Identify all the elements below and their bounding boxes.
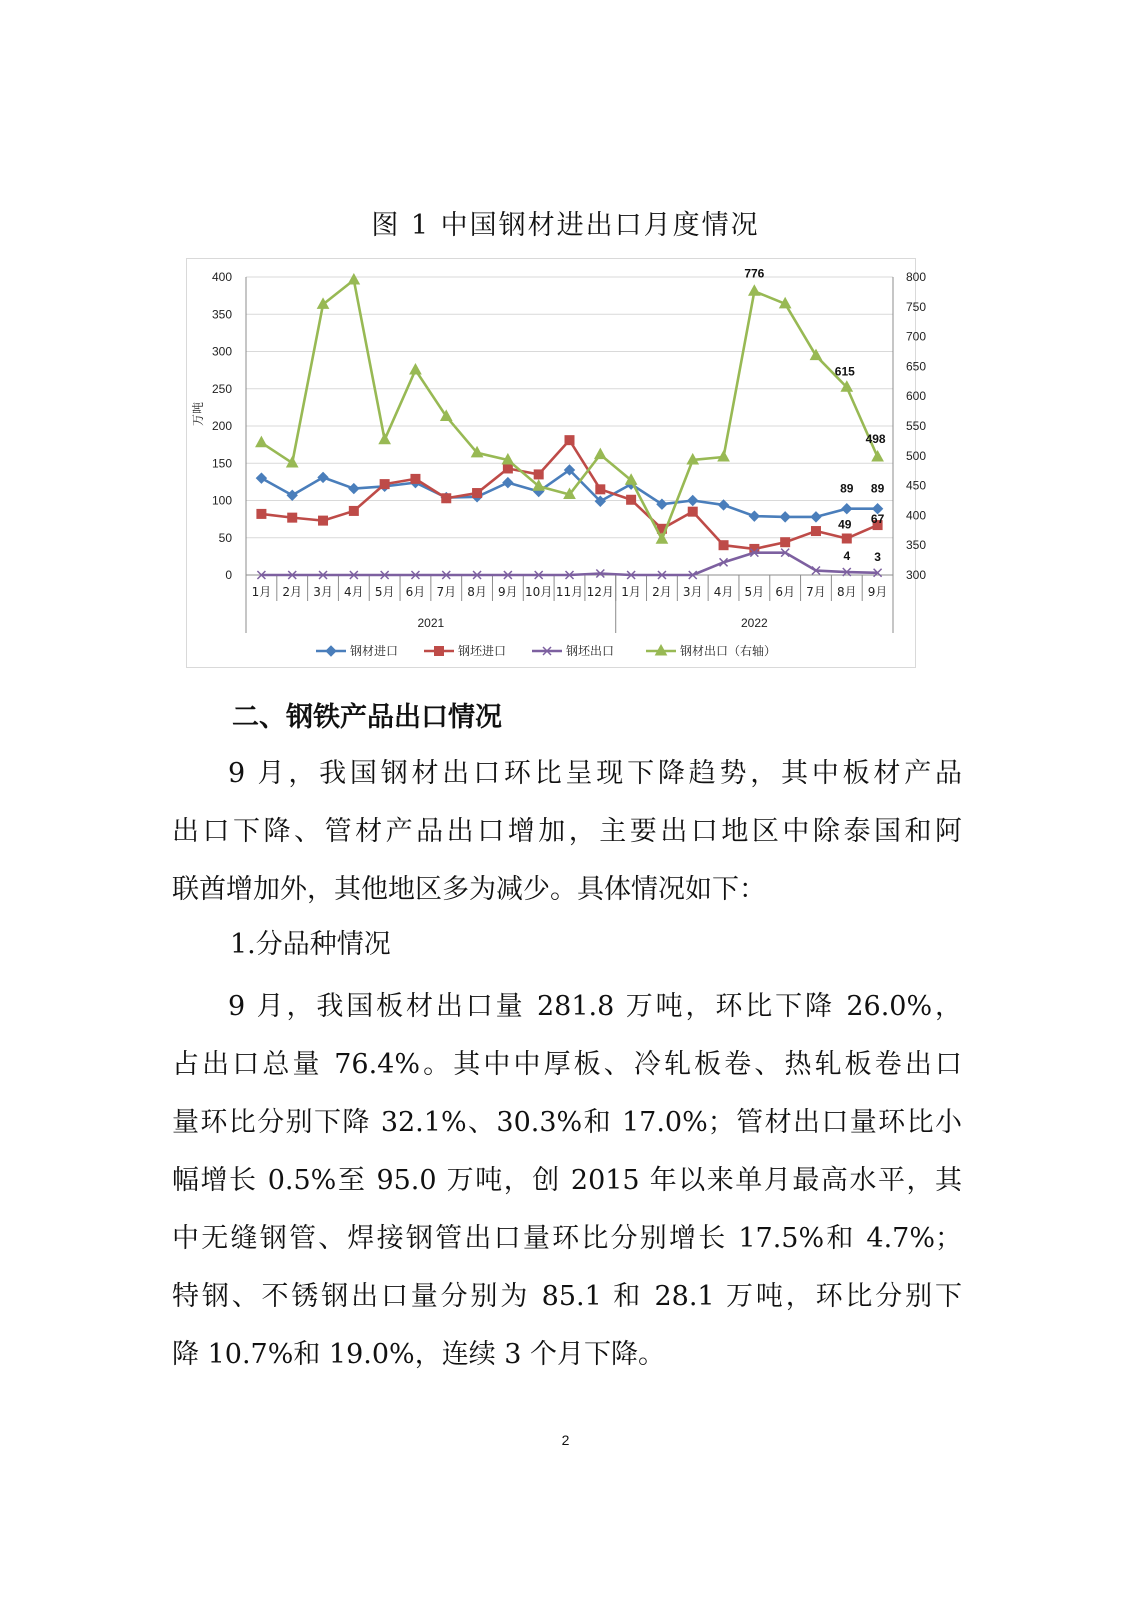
- y2-tick-label: 700: [906, 329, 927, 344]
- legend-label: 钢坯出口: [566, 644, 615, 658]
- legend-item: [646, 643, 776, 658]
- y-tick-label: 50: [218, 530, 232, 545]
- data-point: [319, 516, 328, 525]
- x-tick-label: 9月: [498, 585, 518, 599]
- data-point: [534, 470, 543, 479]
- data-point: [718, 451, 729, 461]
- y2-tick-label: 400: [906, 508, 927, 523]
- y-tick-label: 100: [211, 493, 232, 508]
- paragraph-line: 占出口总量 76.4%。其中中厚板、冷轧板卷、热轧板卷出口: [172, 1049, 962, 1080]
- x-tick-label: 1月: [251, 585, 272, 599]
- year-group-label: 2021: [417, 616, 445, 630]
- x-tick-label: 3月: [313, 585, 333, 599]
- x-tick-label: 6月: [405, 585, 426, 599]
- data-point: [473, 489, 482, 498]
- data-point: [348, 274, 359, 284]
- data-point: [257, 509, 266, 518]
- data-label: 89: [840, 481, 854, 496]
- x-tick-label: 7月: [806, 585, 826, 599]
- paragraph-1: [172, 745, 962, 919]
- y2-tick-label: 550: [906, 419, 927, 433]
- y-tick-label: 350: [211, 307, 232, 322]
- data-point: [595, 449, 606, 459]
- data-point: [719, 500, 729, 510]
- y2-tick-label: 500: [906, 448, 927, 463]
- data-label: 498: [865, 431, 886, 446]
- data-point: [503, 464, 512, 473]
- series-line: [261, 553, 877, 575]
- data-point: [811, 512, 821, 522]
- paragraph-line: 量环比分别下降 32.1%、30.3%和 17.0%；管材出口量环比小: [172, 1107, 962, 1138]
- data-point: [872, 451, 883, 461]
- paragraph-line: 9 月，我国钢材出口环比呈现下降趋势，其中板材产品: [228, 758, 962, 789]
- x-tick-label: 11月: [555, 585, 584, 599]
- x-tick-label: 12月: [586, 585, 614, 599]
- paragraph-line: 联酋增加外，其他地区多为减少。具体情况如下：: [172, 874, 766, 905]
- figure-title: 图 1 中国钢材进出口月度情况: [371, 210, 760, 241]
- data-point: [781, 538, 790, 547]
- data-point: [780, 512, 790, 522]
- x-tick-label: 7月: [436, 585, 457, 599]
- x-tick-label: 9月: [867, 585, 888, 599]
- page-number: 2: [561, 1432, 570, 1448]
- y2-tick-label: 350: [906, 538, 927, 553]
- section-heading: 二、钢铁产品出口情况: [232, 702, 502, 733]
- data-point: [349, 484, 359, 494]
- x-tick-label: 6月: [775, 585, 795, 599]
- data-point: [565, 436, 574, 445]
- legend-label: 钢坯进口: [458, 644, 507, 658]
- data-point: [326, 646, 336, 656]
- steel-trade-line-chart: [186, 258, 927, 668]
- paragraph-line: 出口下降、管材产品出口增加，主要出口地区中除泰国和阿: [172, 816, 962, 847]
- data-point: [379, 434, 390, 444]
- x-tick-label: 5月: [374, 585, 395, 599]
- data-point: [811, 527, 820, 536]
- data-label: 49: [838, 517, 852, 532]
- data-point: [410, 364, 421, 374]
- data-point: [627, 495, 636, 504]
- paragraph-line: 降 10.7%和 19.0%，连续 3 个月下降。: [172, 1339, 666, 1370]
- legend-item: [424, 643, 506, 658]
- x-tick-label: 4月: [344, 585, 364, 599]
- data-point: [842, 534, 851, 543]
- x-tick-label: 10月: [525, 585, 553, 599]
- x-tick-label: 2月: [282, 585, 303, 599]
- y-tick-label: 150: [211, 456, 232, 471]
- data-point: [380, 480, 389, 489]
- paragraph-line: 中无缝钢管、焊接钢管出口量环比分别增长 17.5%和 4.7%；: [172, 1223, 962, 1254]
- y2-tick-label: 800: [906, 270, 927, 284]
- data-point: [435, 647, 444, 656]
- data-label: 615: [834, 364, 855, 379]
- data-point: [749, 511, 759, 521]
- y2-tick-label: 750: [906, 299, 927, 314]
- x-tick-label: 8月: [836, 585, 857, 599]
- y-tick-label: 200: [211, 419, 232, 433]
- data-point: [256, 437, 267, 447]
- data-point: [256, 473, 266, 483]
- data-label: 67: [870, 512, 885, 527]
- data-point: [349, 506, 358, 515]
- x-tick-label: 8月: [467, 585, 487, 599]
- x-tick-label: 5月: [744, 585, 765, 599]
- x-tick-label: 1月: [621, 585, 641, 599]
- subheading: 1.分品种情况: [230, 929, 391, 960]
- data-point: [596, 485, 605, 494]
- data-point: [719, 541, 728, 550]
- legend-item: [316, 643, 398, 658]
- data-point: [749, 285, 760, 295]
- data-label: 3: [874, 549, 881, 564]
- data-label: 89: [870, 481, 885, 496]
- y-tick-label: 400: [211, 270, 232, 284]
- paragraph-line: 幅增长 0.5%至 95.0 万吨，创 2015 年以来单月最高水平，其: [172, 1165, 962, 1196]
- y2-tick-label: 600: [906, 389, 927, 404]
- x-tick-label: 3月: [682, 585, 703, 599]
- paragraph-line: 9 月，我国板材出口量 281.8 万吨，环比下降 26.0%，: [228, 991, 962, 1022]
- data-point: [503, 478, 513, 488]
- y2-tick-label: 450: [906, 478, 927, 493]
- legend-label: 钢材进口: [350, 644, 399, 658]
- data-point: [288, 513, 297, 522]
- data-point: [688, 507, 697, 516]
- data-point: [411, 474, 420, 483]
- series-3: [257, 549, 881, 579]
- y-tick-label: 0: [225, 568, 232, 582]
- data-point: [688, 496, 698, 506]
- data-label: 776: [744, 266, 765, 281]
- x-tick-label: 4月: [713, 585, 734, 599]
- y-axis-title: 万吨: [191, 401, 205, 427]
- year-group-label: 2022: [741, 616, 768, 630]
- data-label: 4: [843, 549, 851, 564]
- y-tick-label: 250: [211, 381, 232, 396]
- data-point: [442, 494, 451, 503]
- legend-label: 钢材出口（右轴）: [680, 644, 777, 658]
- y2-tick-label: 300: [906, 568, 927, 582]
- paragraph-line: 特钢、不锈钢出口量分别为 85.1 和 28.1 万吨，环比分别下: [172, 1281, 962, 1312]
- paragraph-2: [172, 978, 962, 1384]
- x-tick-label: 2月: [652, 585, 672, 599]
- legend-item: [532, 643, 614, 658]
- y2-tick-label: 650: [906, 359, 927, 374]
- data-point: [842, 504, 852, 514]
- y-tick-label: 300: [211, 344, 232, 359]
